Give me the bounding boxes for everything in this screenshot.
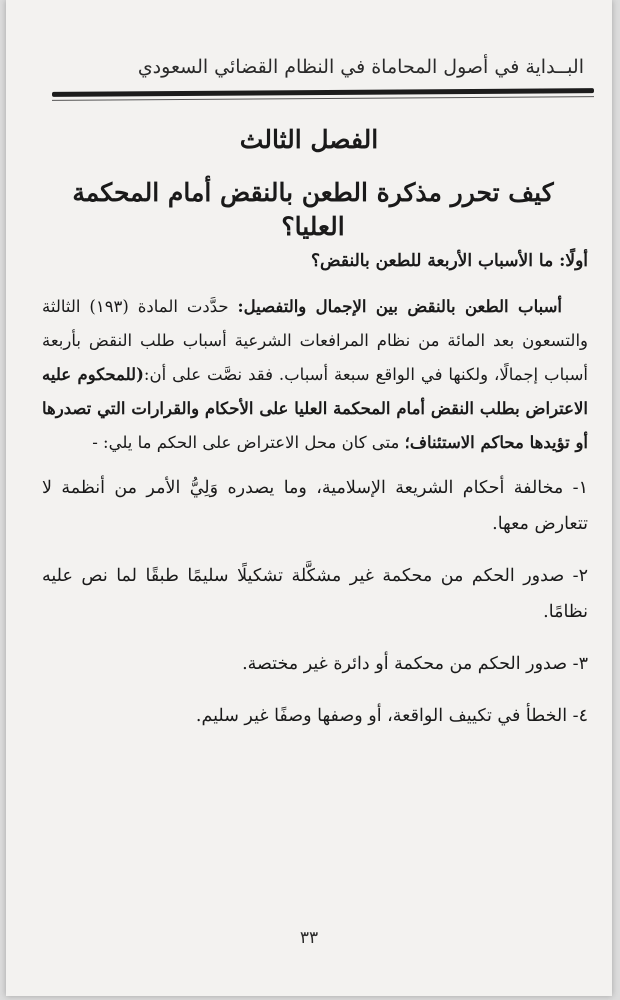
running-header: البــداية في أصول المحاماة في النظام القضائي السعودي (137, 56, 584, 78)
list-item: ٤- الخطأ في تكييف الواقعة، أو وصفها وصفًا غير سليم. (195, 706, 588, 726)
main-question-heading: كيف تحرر مذكرة الطعن بالنقض أمام المحكمة العليا؟ (72, 178, 554, 241)
body-text (42, 244, 588, 750)
header-rule-thin (52, 96, 594, 101)
list-item: ٣- صدور الحكم من محكمة أو دائرة غير مختصة. (242, 654, 588, 674)
paragraph-quote: (للمحكوم عليه الاعتراض بطلب النقض أمام المحكمة العليا على الأحكام والقرارات التي تصدرها أو تؤيدها محاكم الاستئناف؛ (42, 365, 588, 452)
section-heading: أولًا: ما الأسباب الأربعة للطعن بالنقض؟ (311, 251, 588, 271)
paragraph-text: حدَّدت المادة (١٩٣) الثالثة والتسعون بعد المائة من نظام المرافعات الشرعية أسباب طلب النقض بأربعة أسباب إجمالًا، ولكنها في الواقع سبعة أسباب. فقد نصَّت على أن: (42, 297, 588, 384)
list-item: ١- مخالفة أحكام الشريعة الإسلامية، وما يصدره وَلِيُّ الأمر من أنظمة لا تتعارض معها. (42, 478, 588, 534)
page-number: ٣٣ (299, 928, 319, 948)
paragraph-tail: متى كان محل الاعتراض على الحكم ما يلي: - (92, 433, 405, 452)
reasons-list (42, 470, 588, 734)
header-rule (52, 88, 594, 97)
body-paragraph (42, 290, 588, 460)
paragraph-lead: أسباب الطعن بالنقض بين الإجمال والتفصيل: (237, 297, 563, 316)
book-page (6, 0, 612, 996)
list-item: ٢- صدور الحكم من محكمة غير مشكَّلة تشكيلًا سليمًا طبقًا لما نص عليه نظامًا. (42, 566, 588, 622)
chapter-title: الفصل الثالث (239, 125, 379, 154)
